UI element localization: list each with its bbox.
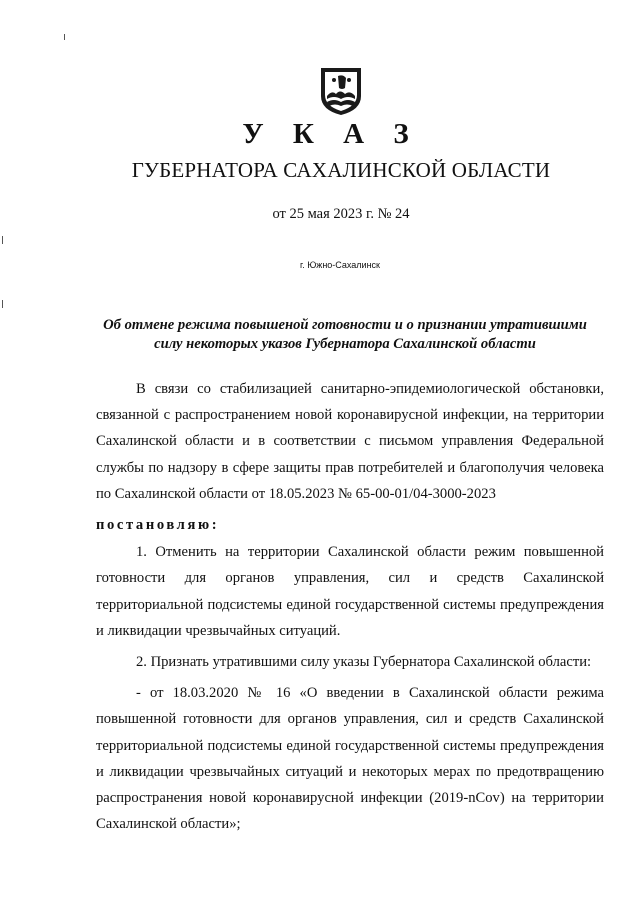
coat-of-arms-icon	[318, 66, 364, 116]
document-city: г. Южно-Сахалинск	[300, 260, 380, 270]
document-title: У К А З	[242, 118, 420, 150]
decree-word: постановляю:	[96, 517, 220, 534]
scan-mark	[64, 34, 65, 40]
subject-line: Об отмене режима повышеной готовности и о признании утратившими	[103, 317, 587, 333]
issuing-authority: ГУБЕРНАТОРА САХАЛИНСКОЙ ОБЛАСТИ	[131, 158, 551, 182]
item-2-paragraph: 2. Признать утратившими силу указы Губернатора Сахалинской области:	[136, 654, 592, 671]
subject-line: силу некоторых указов Губернатора Сахалинской области	[154, 336, 536, 352]
item-1-paragraph: 1. Отменить на территории Сахалинской области режим повышенной готовности для органов управления, сил и средств Сахалинской территориальной подсистемы единой государственной системы предупреждения и ликвидации чрезвычайных ситуаций.	[96, 544, 604, 639]
document-body	[96, 376, 604, 837]
document-subject	[80, 316, 610, 354]
preamble-paragraph: В связи со стабилизацией санитарно-эпидемиологической обстановки, связанной с распространением новой коронавирусной инфекции, на территории Сахалинской области и в соответствии с письмом управления Федеральной службы по надзору в сфере защиты прав потребителей и благополучия человека по Сахалинской области от 18.05.2023 № 65-00-01/04-3000-2023	[96, 381, 604, 502]
document-date-number: от 25 мая 2023 г. № 24	[272, 206, 410, 222]
item-2-subitem-1-paragraph: - от 18.03.2020 № 16 «О введении в Сахалинской области режима повышенной готовности для органов управления, сил и средств Сахалинской территориальной подсистемы единой государственной системы предупреждения и ликвидации чрезвычайных ситуаций и некоторых мерах по предотвращению распространения новой коронавирусной инфекции (2019-nCov) на территории Сахалинской области»;	[96, 685, 604, 833]
scan-mark	[2, 236, 3, 244]
scan-mark	[2, 300, 3, 308]
